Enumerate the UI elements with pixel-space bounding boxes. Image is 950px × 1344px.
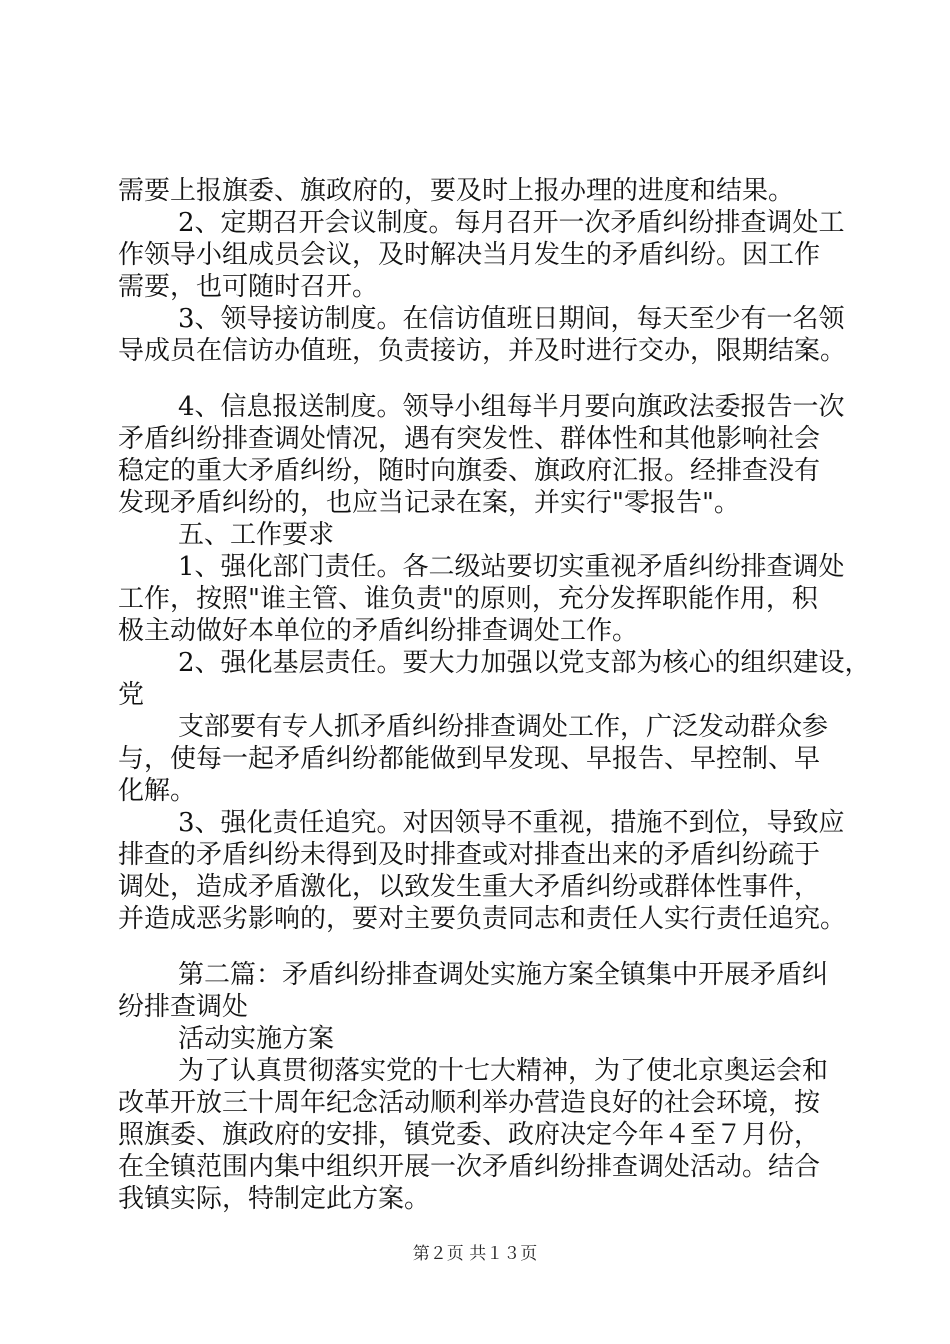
text-line: 需要上报旗委、旗政府的，要及时上报办理的进度和结果。: [118, 176, 795, 206]
text-line: 导成员在信访办值班，负责接访，并及时进行交办，限期结案。: [118, 336, 847, 366]
text-line: 稳定的重大矛盾纠纷，随时向旗委、旗政府汇报。经排查没有: [118, 456, 821, 486]
text-line: 支部要有专人抓矛盾纠纷排查调处工作，广泛发动群众参: [178, 712, 829, 742]
text-line: 并造成恶劣影响的，要对主要负责同志和责任人实行责任追究。: [118, 904, 847, 934]
text-line: 4、信息报送制度。领导小组每半月要向旗政法委报告一次: [178, 392, 845, 422]
text-line: 2、强化基层责任。要大力加强以党支部为核心的组织建设，: [178, 648, 871, 678]
text-line: 工作，按照"谁主管、谁负责"的原则，充分发挥职能作用，积: [118, 584, 818, 614]
text-line: 改革开放三十周年纪念活动顺利举办营造良好的社会环境，按: [118, 1088, 821, 1118]
text-line: 发现矛盾纠纷的，也应当记录在案，并实行"零报告"。: [118, 488, 740, 518]
text-line: 作领导小组成员会议，及时解决当月发生的矛盾纠纷。因工作: [118, 240, 821, 270]
text-line: 矛盾纠纷排查调处情况，遇有突发性、群体性和其他影响社会: [118, 424, 821, 454]
text-line: 2、定期召开会议制度。每月召开一次矛盾纠纷排查调处工: [178, 208, 845, 238]
text-line: 在全镇范围内集中组织开展一次矛盾纠纷排查调处活动。结合: [118, 1152, 821, 1182]
text-line: 我镇实际，特制定此方案。: [118, 1184, 431, 1214]
text-line: 3、强化责任追究。对因领导不重视，措施不到位，导致应: [178, 808, 845, 838]
text-line: 3、领导接访制度。在信访值班日期间，每天至少有一名领: [178, 304, 845, 334]
text-line: 照旗委、旗政府的安排，镇党委、政府决定今年４至７月份，: [118, 1120, 821, 1150]
page-number: 第２页 共１３页: [412, 1244, 538, 1264]
text-line: 党: [118, 680, 145, 710]
text-line: 化解。: [118, 776, 197, 806]
text-line: 为了认真贯彻落实党的十七大精神，为了使北京奥运会和: [178, 1056, 829, 1086]
text-line: 1、强化部门责任。各二级站要切实重视矛盾纠纷排查调处: [178, 552, 845, 582]
text-line: 需要，也可随时召开。: [118, 272, 379, 302]
text-line: 调处，造成矛盾激化，以致发生重大矛盾纠纷或群体性事件，: [118, 872, 821, 902]
chapter-subtitle: 活动实施方案: [178, 1024, 335, 1054]
chapter-title: 第二篇：矛盾纠纷排查调处实施方案全镇集中开展矛盾纠: [178, 960, 829, 990]
section-heading: 五、工作要求: [178, 520, 335, 550]
text-line: 与，使每一起矛盾纠纷都能做到早发现、早报告、早控制、早: [118, 744, 821, 774]
text-line: 极主动做好本单位的矛盾纠纷排查调处工作。: [118, 616, 639, 646]
chapter-title: 纷排查调处: [118, 992, 249, 1022]
text-line: 排查的矛盾纠纷未得到及时排查或对排查出来的矛盾纠纷疏于: [118, 840, 821, 870]
